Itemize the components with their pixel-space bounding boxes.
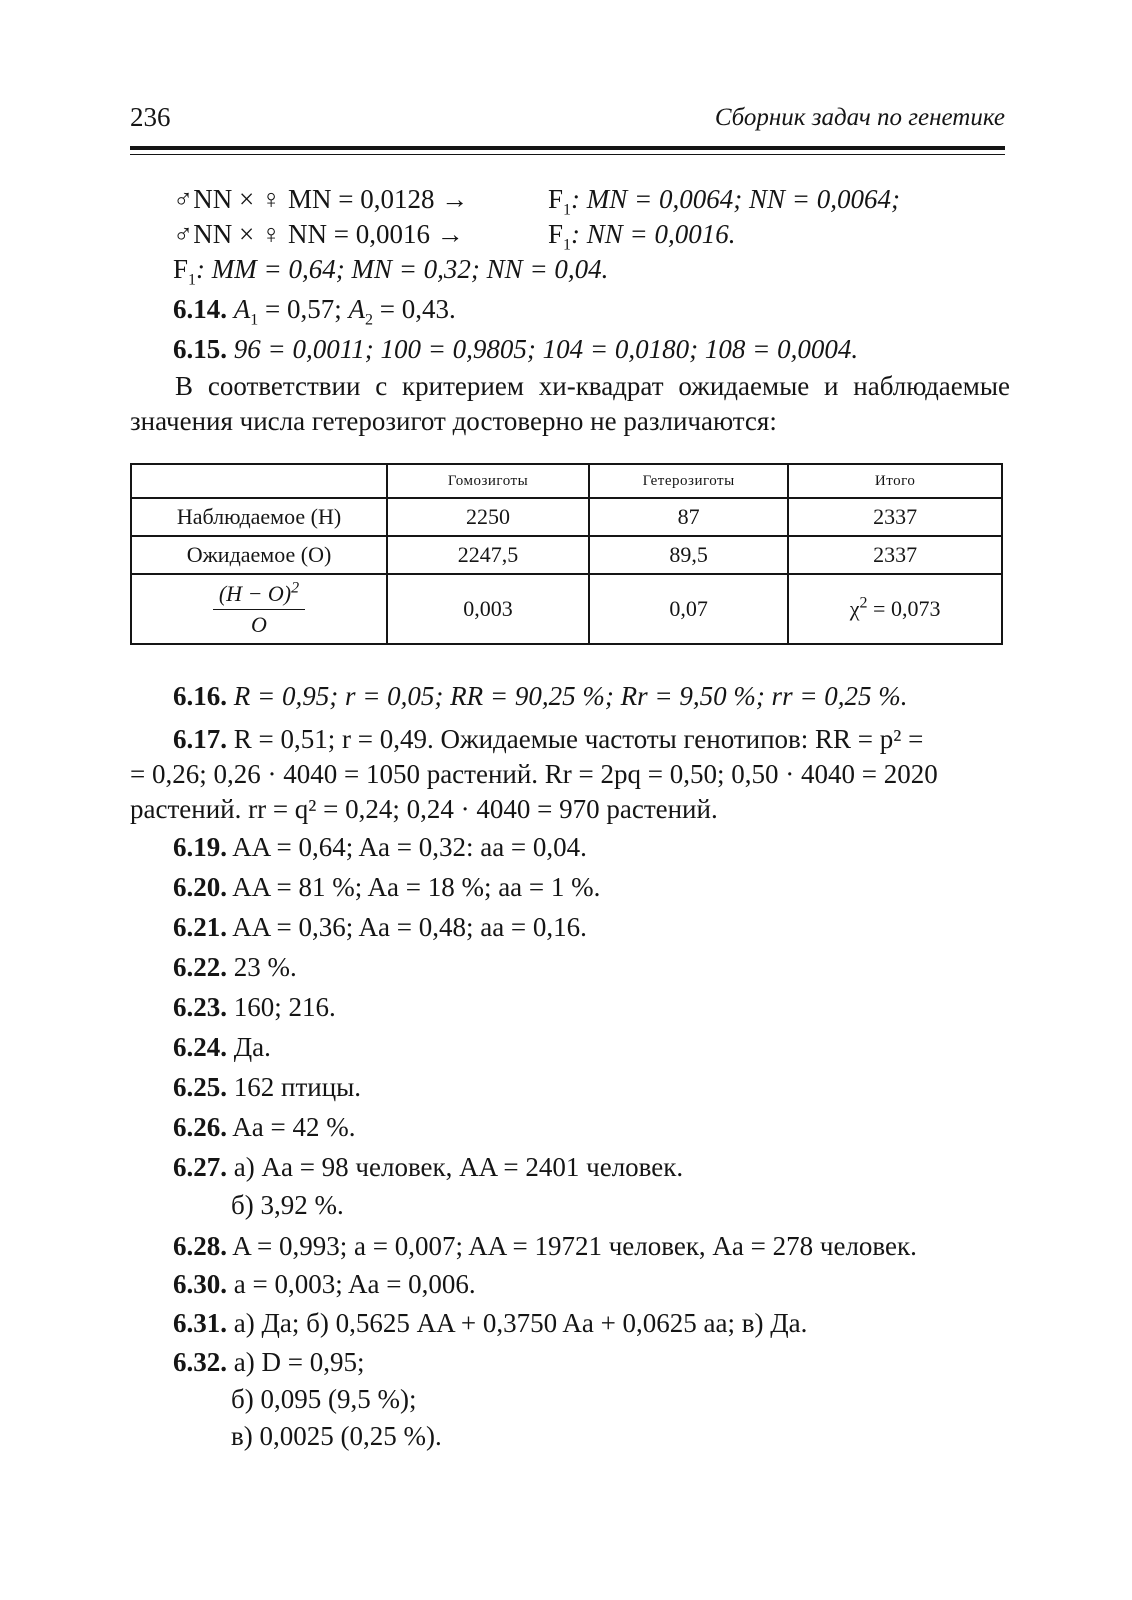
chi-formula-fraction: $\frac{(H - O)^2}{O}$	[213, 581, 305, 638]
female-symbol: ♀	[260, 219, 282, 249]
table-header-cell: Гомозиготы	[387, 464, 589, 498]
answer-number: 6.15.	[173, 334, 227, 364]
table-header-cell: Гетерозиготы	[589, 464, 788, 498]
answer-6-25: 6.25. 162 птицы.	[173, 1072, 362, 1102]
book-title: Сборник задач по генетике	[714, 104, 1005, 131]
table-cell: 2337	[788, 498, 1002, 536]
answer-number: 6.31.	[173, 1308, 227, 1338]
chi-square-table	[130, 463, 1003, 645]
cross-line-1	[173, 183, 1013, 219]
female-symbol: ♀	[260, 184, 282, 214]
male-symbol: ♂	[173, 219, 194, 249]
female-genotype-frequency: MN = 0,0128	[287, 184, 435, 214]
answer-number: 6.25.	[173, 1072, 227, 1102]
answer-number: 6.20.	[173, 872, 227, 902]
table-row-formula	[131, 574, 1002, 644]
answer-number: 6.27.	[173, 1152, 227, 1182]
answer-number: 6.28.	[173, 1231, 227, 1261]
answer-number: 6.30.	[173, 1269, 227, 1299]
answer-6-21: 6.21. AA = 0,36; Aa = 0,48; aa = 0,16.	[173, 912, 587, 942]
times-symbol: ×	[239, 219, 255, 249]
table-row	[131, 536, 1002, 574]
answer-number: 6.16.	[173, 681, 227, 711]
f1-result: $F_1$: MN = 0,0064; NN = 0,0064;	[548, 184, 900, 219]
table-header-cell: Итого	[788, 464, 1002, 498]
table-cell: 0,07	[589, 574, 788, 644]
f1-summary: $F_1$: MM = 0,64; MN = 0,32; NN = 0,04.	[173, 254, 609, 289]
row-label: Наблюдаемое (Н)	[131, 498, 387, 536]
table-cell: 2337	[788, 536, 1002, 574]
answer-number: 6.21.	[173, 912, 227, 942]
answer-6-23: 6.23. 160; 216.	[173, 992, 336, 1022]
f1-result: $F_1$: NN = 0,0016.	[548, 219, 736, 254]
answer-number: 6.32.	[173, 1347, 227, 1377]
answer-number: 6.26.	[173, 1112, 227, 1142]
answer-number: 6.14.	[173, 294, 227, 324]
row-label: Ожидаемое (О)	[131, 536, 387, 574]
answer-6-30: 6.30. a = 0,003; Aa = 0,006.	[173, 1269, 476, 1299]
female-genotype-frequency: NN = 0,0016	[287, 219, 430, 249]
answer-6-27: 6.27. а) Aa = 98 человек, AA = 2401 человек.	[173, 1152, 684, 1182]
answer-6-17-line-2: = 0,26; 0,26 · 4040 = 1050 растений. Rr = 2pq = 0,50; 0,50 · 4040 = 2020	[130, 759, 938, 789]
cross-line-2	[173, 218, 1013, 254]
answer-6-32-b: б) 0,095 (9,5 %);	[231, 1384, 417, 1414]
table-cell: 87	[589, 498, 788, 536]
male-genotype: NN	[193, 184, 233, 214]
table-cell: 2247,5	[387, 536, 589, 574]
answer-6-14: 6.14. $A_1 = 0,57$; $A_2 = 0,43$.	[173, 294, 456, 329]
answer-number: 6.24.	[173, 1032, 227, 1062]
arrow-icon: →	[441, 184, 469, 214]
answer-6-32-c: в) 0,0025 (0,25 %).	[231, 1421, 442, 1451]
answer-number: 6.23.	[173, 992, 227, 1022]
formula-cell	[131, 574, 387, 644]
answer-6-22: 6.22. 23 %.	[173, 952, 297, 982]
answer-6-17-line-3: растений. rr = q² = 0,24; 0,24 · 4040 = 970 растений.	[130, 794, 718, 824]
chi-square-paragraph: В соответствии с критерием хи-квадрат ожидаемые и наблюдаемые значения числа гетерозигот достоверно не различаются:	[130, 371, 1010, 436]
answer-number: 6.22.	[173, 952, 227, 982]
table-row	[131, 498, 1002, 536]
answer-6-17-line-1: 6.17. R = 0,51; r = 0,49. Ожидаемые частоты генотипов: RR = p² =	[173, 724, 924, 754]
answer-6-24: 6.24. Да.	[173, 1032, 271, 1062]
answer-number: 6.17.	[173, 724, 227, 754]
table-cell: 89,5	[589, 536, 788, 574]
answer-6-16: 6.16. R = 0,95; r = 0,05; RR = 90,25 %; Rr = 9,50 %; rr = 0,25 %.	[173, 681, 908, 711]
answer-number: 6.19.	[173, 832, 227, 862]
header-rule-thick	[130, 146, 1005, 150]
answer-6-32: 6.32. а) D = 0,95;	[173, 1347, 365, 1377]
answer-6-27-b: б) 3,92 %.	[231, 1190, 344, 1220]
header-rule-thin	[130, 154, 1005, 155]
answer-6-31: 6.31. а) Да; б) 0,5625 AA + 0,3750 Aa + 0,0625 aa; в) Да.	[173, 1308, 808, 1338]
page-number: 236	[130, 102, 171, 132]
answer-6-20: 6.20. AA = 81 %; Aa = 18 %; aa = 1 %.	[173, 872, 601, 902]
arrow-icon: →	[436, 219, 464, 249]
table-header-row	[131, 464, 1002, 498]
table-header-cell	[131, 464, 387, 498]
answer-6-19: 6.19. AA = 0,64; Aa = 0,32: aa = 0,04.	[173, 832, 587, 862]
table-cell: 0,003	[387, 574, 589, 644]
answer-6-26: 6.26. Aa = 42 %.	[173, 1112, 356, 1142]
answer-6-15: 6.15. 96 = 0,0011; 100 = 0,9805; 104 = 0,0180; 108 = 0,0004.	[173, 334, 859, 364]
male-symbol: ♂	[173, 184, 194, 214]
male-genotype: NN	[193, 219, 233, 249]
table-cell: 2250	[387, 498, 589, 536]
times-symbol: ×	[239, 184, 255, 214]
page-header	[130, 100, 1005, 140]
chi-total-cell: $\chi^2 = 0,073$	[788, 574, 1002, 644]
answer-6-28: 6.28. A = 0,993; a = 0,007; AA = 19721 человек, Aa = 278 человек.	[173, 1231, 917, 1261]
